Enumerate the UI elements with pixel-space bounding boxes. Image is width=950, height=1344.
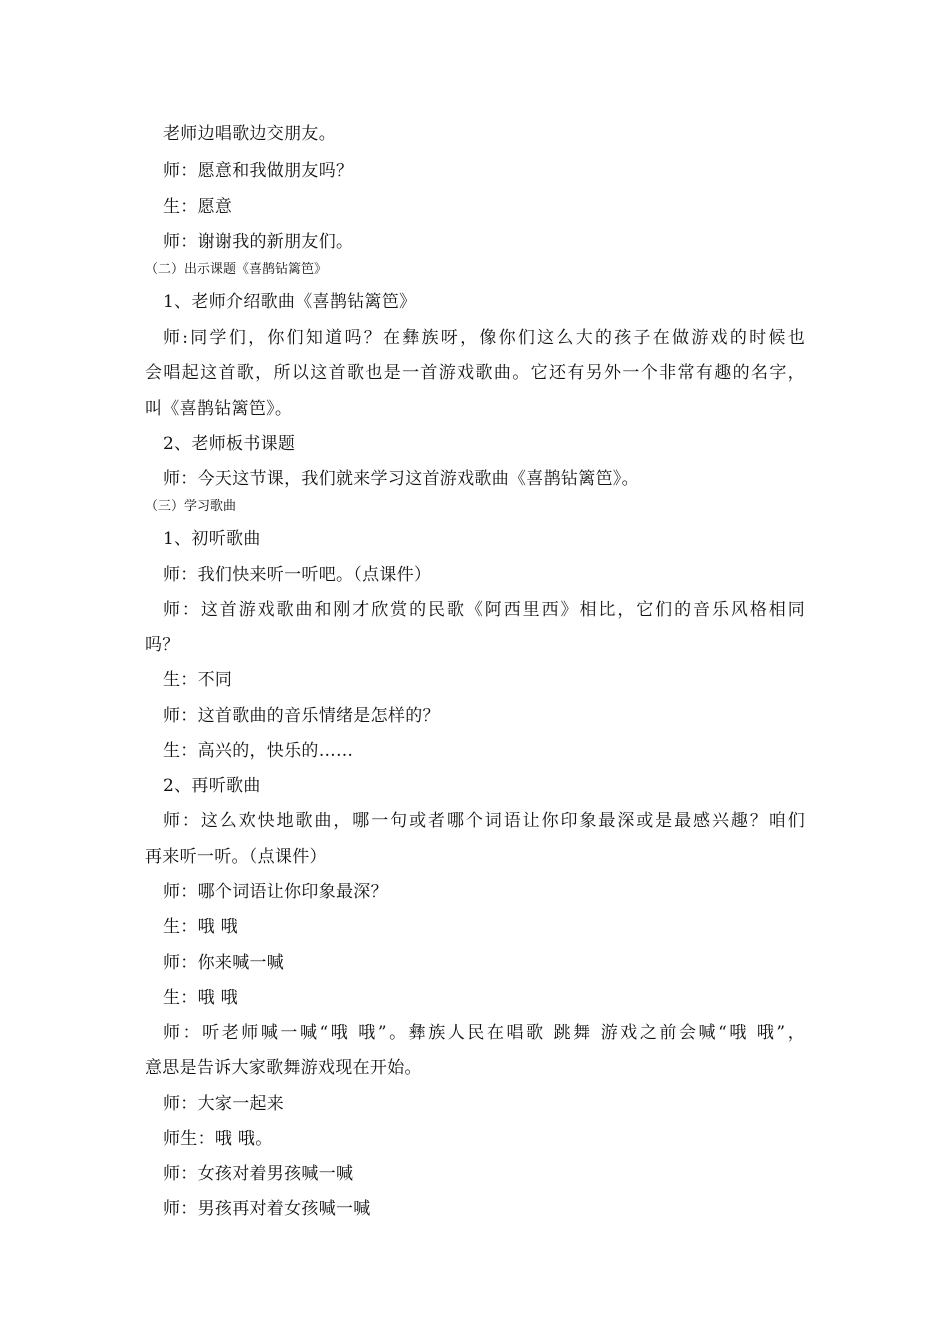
section-heading: （二）出示课题《喜鹊钻篱笆》 [145, 262, 328, 277]
dialogue-continuation: 意思是告诉大家歌舞游戏现在开始。 [145, 1058, 422, 1078]
dialogue-line: 生：哦 哦 [163, 917, 238, 937]
dialogue-line: 师：愿意和我做朋友吗？ [163, 161, 354, 181]
dialogue-line: 生：不同 [163, 670, 233, 690]
dialogue-line: 师：哪个词语让你印象最深？ [163, 882, 388, 902]
dialogue-continuation: 会唱起这首歌，所以这首歌也是一首游戏歌曲。它还有另外一个非常有趣的名字， [145, 363, 805, 383]
dialogue-continuation: 再来听一听。（点课件） [145, 847, 327, 867]
dialogue-line: 生：哦 哦 [163, 988, 238, 1008]
dialogue-line: 师：这首歌曲的音乐情绪是怎样的？ [163, 706, 440, 726]
dialogue-line: 师生：哦 哦。 [163, 1129, 273, 1149]
subsection-heading: 2、老师板书课题 [163, 434, 296, 454]
dialogue-line: 生：高兴的，快乐的…… [163, 741, 354, 761]
subsection-heading: 1、初听歌曲 [163, 529, 261, 549]
dialogue-line: 师：女孩对着男孩喊一喊 [163, 1164, 354, 1184]
dialogue-line: 师：今天这节课，我们就来学习这首游戏歌曲《喜鹊钻篱笆》。 [163, 469, 639, 489]
dialogue-continuation: 叫《喜鹊钻篱笆》。 [145, 399, 293, 419]
dialogue-line: 生：愿意 [163, 197, 233, 217]
subsection-heading: 1、老师介绍歌曲《喜鹊钻篱笆》 [163, 292, 417, 312]
dialogue-line: 师：男孩再对着女孩喊一喊 [163, 1199, 371, 1219]
dialogue-line: 师:同学们，你们知道吗？在彝族呀，像你们这么大的孩子在做游戏的时候也 [163, 328, 805, 348]
dialogue-continuation: 吗？ [145, 635, 180, 655]
dialogue-line: 师：这么欢快地歌曲，哪一句或者哪个词语让你印象最深或是最感兴趣？咱们 [163, 811, 805, 831]
dialogue-line: 师：听老师喊一喊“哦 哦”。彝族人民在唱歌 跳舞 游戏之前会喊“哦 哦”， [163, 1023, 805, 1043]
subsection-heading: 2、再听歌曲 [163, 776, 261, 796]
dialogue-line: 师：你来喊一喊 [163, 953, 285, 973]
dialogue-line: 师：大家一起来 [163, 1094, 285, 1114]
dialogue-line: 师：这首游戏歌曲和刚才欣赏的民歌《阿西里西》相比，它们的音乐风格相同 [163, 600, 805, 620]
dialogue-line: 师：谢谢我的新朋友们。 [163, 232, 354, 252]
paragraph: 老师边唱歌边交朋友。 [163, 124, 336, 144]
dialogue-line: 师：我们快来听一听吧。（点课件） [163, 565, 432, 585]
section-heading: （三）学习歌曲 [145, 499, 237, 514]
